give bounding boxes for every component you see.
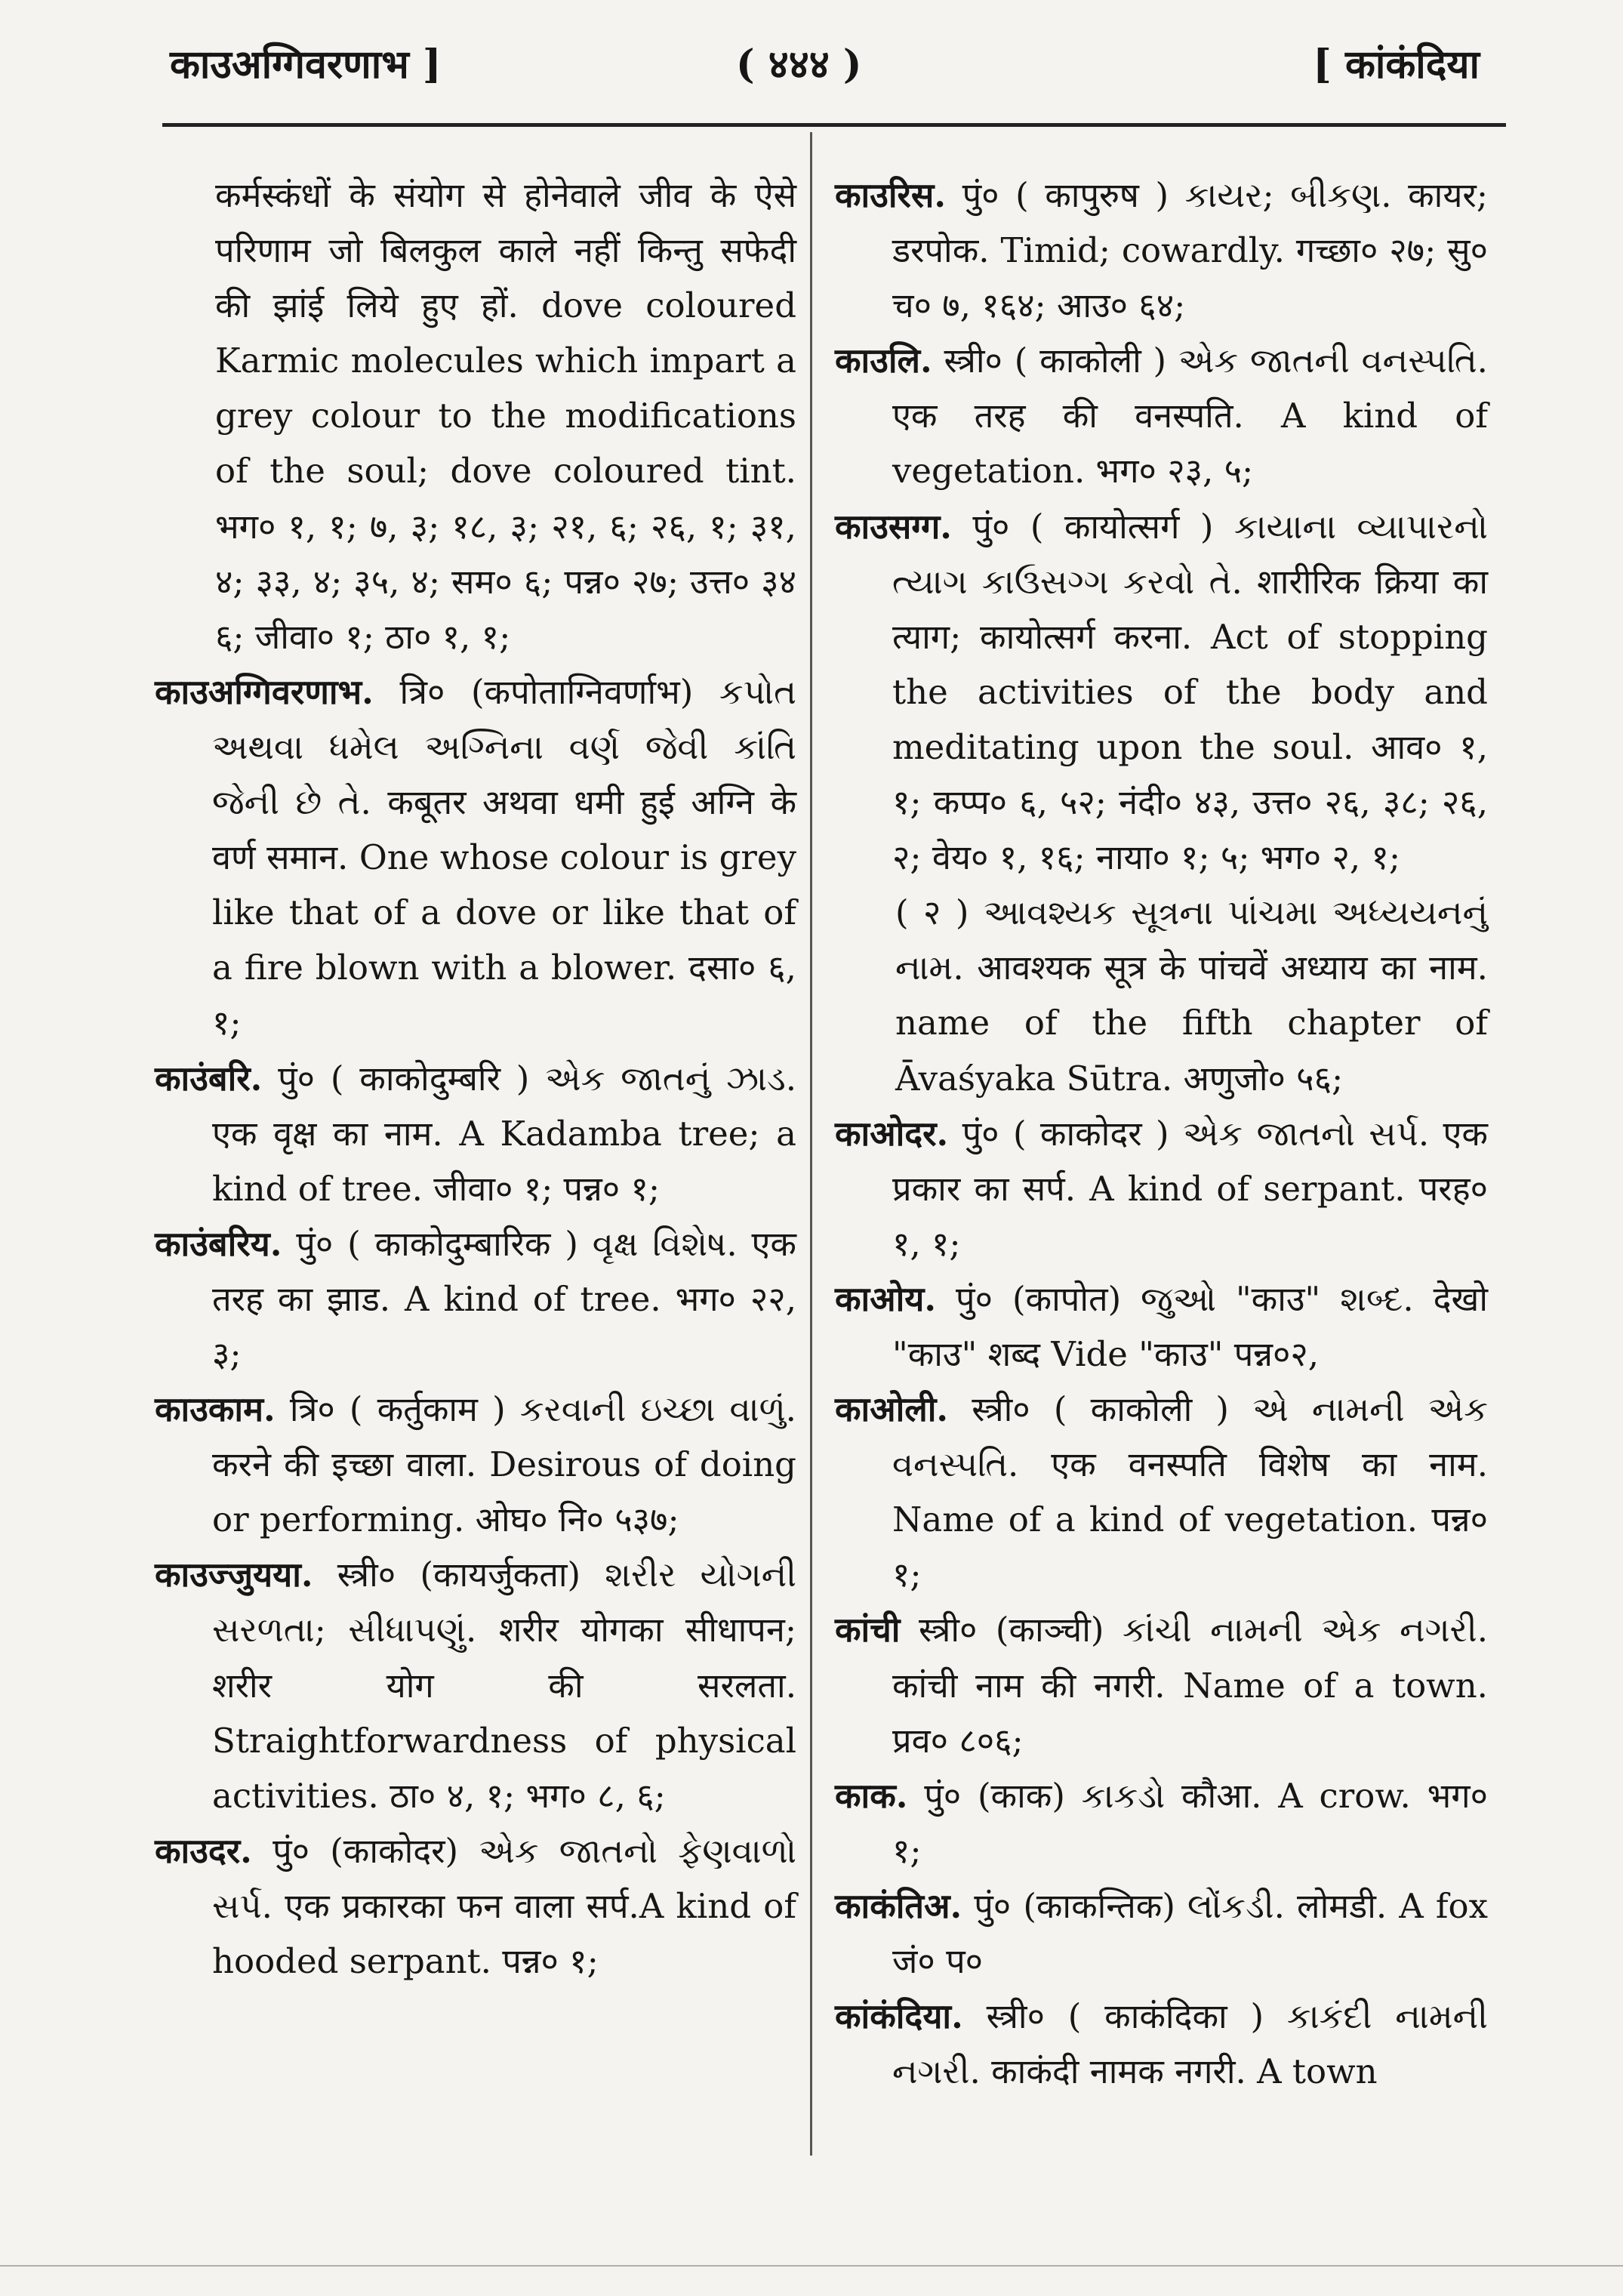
running-head-right: [ कांकंदिया: [1313, 42, 1480, 88]
entry-text: पुं० (कापोत) જુઓ "काउ" શબ્દ. देखो "काउ" शब्द Vide "काउ" पन्न०२,: [892, 1278, 1488, 1374]
entry-headword: काओदर.: [835, 1113, 949, 1154]
left-column: [155, 168, 796, 1989]
entry-text: पुं० (काक) કાકડો कौआ. A crow. भग० १;: [892, 1775, 1489, 1871]
entry-text: त्रि० (कपोताग्निवर्णाभ) કપોત અથવા ધમેલ અગ્નિના વર્ણ જેવી કાંતિ જેની છે તે. कबूतर अथवा धमी हुई अग्नि के वर्ण समान. One whose colour is grey like that of a dove or like that of a fire blown with a blower. दसा० ६, १;: [212, 671, 796, 1043]
dictionary-entry: [155, 1051, 796, 1216]
dictionary-entry: [835, 1271, 1488, 1382]
entry-headword: काउअग्गिवरणाभ.: [155, 671, 374, 712]
entry-text: स्त्री० ( काकंदिका ) કાકંદી નામની નગરી. काकंदी नामक नगरी. A town: [892, 1996, 1488, 2092]
entry-headword: काक.: [835, 1775, 908, 1816]
entry-headword: काउंबरि.: [155, 1058, 263, 1099]
bottom-edge-rule: [0, 2265, 1623, 2267]
entry-text: त्रि० ( कर्तुकाम ) કરવાની ઇચ્છા વાળું. करने की इच्छा वाला. Desirous of doing or performing. ओघ० नि० ५३७;: [212, 1389, 796, 1540]
dictionary-entry: [835, 1106, 1488, 1271]
entry-headword: कांची: [835, 1610, 901, 1650]
entry-headword: काउरिस.: [835, 175, 947, 215]
dictionary-entry: [835, 1382, 1488, 1602]
dictionary-entry: [155, 1823, 796, 1989]
entry-headword: काउज्जुयया.: [155, 1555, 313, 1595]
dictionary-entry: [155, 1547, 796, 1823]
entry-text: ( २ ) આવશ્યક સૂત્રના પાંચમા અધ્યયનનું નામ. आवश्यक सूत्र के पांचवें अध्याय का नाम. name of the fifth chapter of Āvaśyaka Sūtra. अणुजो० ५६;: [895, 892, 1488, 1099]
entry-text: पुं० ( काकोदुम्बारिक ) વૃક્ષ વિશેષ. एक तरह का झाड. A kind of tree. भग० २२, ३;: [212, 1223, 796, 1374]
dictionary-entry: [835, 1989, 1488, 2099]
entry-text: पुं० ( काकोदुम्बरि ) એક જાતનું ઝાડ. एक वृक्ष का नाम. A Kadamba tree; a kind of tree. जीवा० १; पन्न० १;: [212, 1058, 796, 1209]
entry-headword: काउलि.: [835, 341, 932, 381]
dictionary-entry: [155, 664, 796, 1051]
page-number: ( ४४४ ): [736, 42, 862, 88]
entry-text: पुं० ( कायोत्सर्ग ) કાયાના વ્યાપારનો ત્યાગ કાઉસગ્ગ કરવો તે. शारीरिक क्रिया का त्याग; कायोत्सर्ग करना. Act of stopping the activities of the body and meditating upon the soul. आव० १, १; कप्प० ६, ५२; नंदी० ४३, उत्त० २६, ३८; २६, २; वेय० १, १६; नाया० १; ५; भग० २, १;: [892, 506, 1488, 878]
page-header: [155, 30, 1480, 98]
dictionary-entry: [835, 1878, 1488, 1989]
entry-text: स्त्री० ( काकोली ) એક જાતની વનસ્પતિ. एक तरह की वनस्पति. A kind of vegetation. भग० २३, ५;: [892, 341, 1488, 492]
column-divider: [810, 132, 812, 2156]
dictionary-entry: [835, 499, 1488, 886]
entry-text: पुं० (काकोदर) એક જાતનો ફેણવાળો સર્પ. एक प्रकारका फन वाला सर्प.A kind of hooded serpant. पन्न० १;: [212, 1830, 796, 1981]
entry-headword: काउंबरिय.: [155, 1223, 282, 1264]
entry-text: पुं० (काकन्तिक) લોંકડી. लोमडी. A fox जं० प०: [892, 1885, 1488, 1981]
entry-headword: काओली.: [835, 1389, 949, 1430]
entry-text: कर्मस्कंधों के संयोग से होनेवाले जीव के ऐसे परिणाम जो बिलकुल काले नहीं किन्तु सफेदी की झांई लिये हुए हों. dove coloured Karmic molecules which impart a grey colour to the modifications of the soul; dove coloured tint. भग० १, १; ७, ३; १८, ३; २१, ६; २६, १; ३१, ४; ३३, ४; ३५, ४; सम० ६; पन्न० २७; उत्त० ३४ ६; जीवा० १; ठा० १, १;: [215, 175, 796, 657]
dictionary-entry: [155, 1216, 796, 1382]
dictionary-entry: [155, 168, 796, 664]
entry-headword: काउसग्ग.: [835, 506, 952, 547]
entry-headword: कांकंदिया.: [835, 1996, 963, 2037]
dictionary-entry: [835, 168, 1488, 333]
entry-text: पुं० ( काकोदर ) એક જાતનો સર્પ. एक प्रकार का सर्प. A kind of serpant. परह० १, १;: [892, 1113, 1488, 1264]
header-rule: [162, 123, 1506, 127]
dictionary-entry: [835, 1602, 1488, 1767]
entry-text: स्त्री० (काञ्ची) કાંચી નામની એક નગરી. कांची नाम की नगरी. Name of a town. प्रव० ८०६;: [892, 1610, 1488, 1761]
dictionary-entry: [155, 1382, 796, 1547]
entry-headword: काओय.: [835, 1278, 937, 1319]
entry-headword: काउदर.: [155, 1830, 252, 1871]
dictionary-entry: [835, 333, 1488, 498]
entry-text: स्त्री० (कायर्जुकता) શરીર યોગની સરળતા; સીધાપણું. शरीर योगका सीधापन; शरीर योग की सरलता. Straightforwardness of physical activities. ठा० ४, १; भग० ८, ६;: [212, 1555, 796, 1816]
entry-headword: काकंतिअ.: [835, 1885, 962, 1926]
right-column: [835, 168, 1488, 2099]
entry-text: पुं० ( कापुरुष ) કાયર; બીકણ. कायर; डरपोक. Timid; cowardly. गच्छा० २७; सु० च० ७, १६४; आउ० ६४;: [892, 175, 1488, 326]
running-head-left: काउअग्गिवरणाभ ]: [170, 42, 442, 88]
dictionary-entry: [835, 1768, 1488, 1878]
entry-text: स्त्री० ( काकोली ) એ નામની એક વનસ્પતિ. एक वनस्पति विशेष का नाम. Name of a kind of vegetation. पन्न० १;: [892, 1389, 1488, 1595]
dictionary-entry: [835, 885, 1488, 1105]
entry-headword: काउकाम.: [155, 1389, 276, 1430]
